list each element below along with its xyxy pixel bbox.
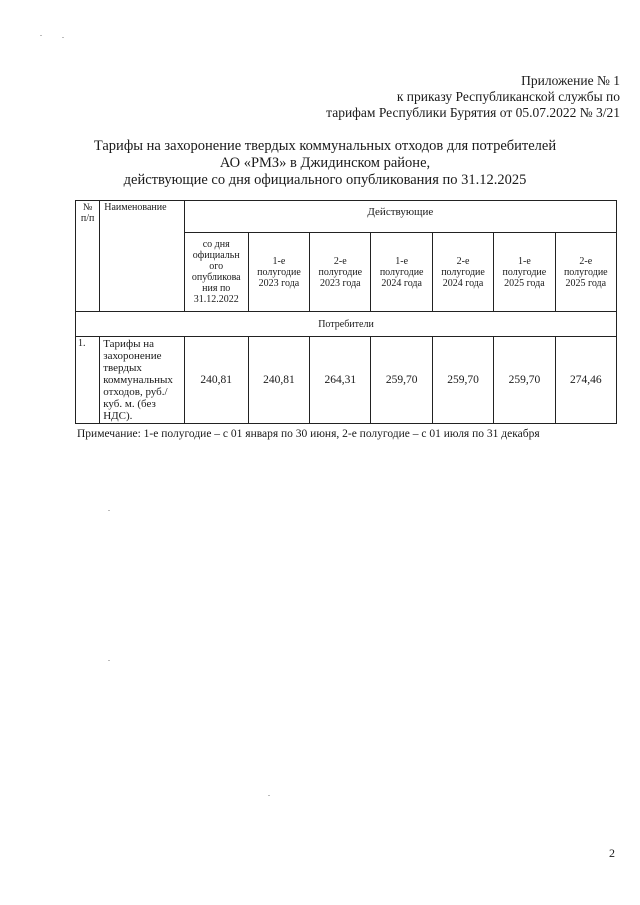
period-header: 1-е полугодие 2024 года <box>371 233 432 312</box>
tariff-value: 259,70 <box>371 337 432 424</box>
scan-speck <box>108 510 110 511</box>
title-line-2: АО «РМЗ» в Джидинском районе, <box>219 155 431 171</box>
title-line-1: Тарифы на захоронение твердых коммунальных отходов для потребителей <box>93 138 557 154</box>
table-header-row <box>76 201 617 233</box>
tariffs-table <box>75 200 617 424</box>
page-number: 2 <box>609 846 615 860</box>
tariff-value: 274,46 <box>555 337 616 424</box>
scan-speck <box>108 660 110 661</box>
row-number: 1. <box>76 337 100 424</box>
period-header: 1-е полугодие 2023 года <box>248 233 309 312</box>
row-name: Тарифы на захоронение твердых коммунальных отходов, руб./куб. м. (без НДС). <box>100 337 184 424</box>
appendix-line-1: Приложение № 1 <box>521 73 620 88</box>
header-effective: Действующие <box>184 201 616 233</box>
period-header: 2-е полугодие 2025 года <box>555 233 616 312</box>
document-title <box>60 138 590 189</box>
tariff-value: 264,31 <box>310 337 371 424</box>
tariff-value: 240,81 <box>248 337 309 424</box>
scan-speck <box>62 37 64 38</box>
tariff-value: 259,70 <box>432 337 493 424</box>
title-line-3: действующие со дня официального опубликования по 31.12.2025 <box>123 172 527 188</box>
scan-speck <box>40 35 42 36</box>
header-name: Наименование <box>100 201 184 312</box>
table-note: Примечание: 1-е полугодие – с 01 января по 30 июня, 2-е полугодие – с 01 июля по 31 декабря <box>77 428 540 440</box>
period-header: 1-е полугодие 2025 года <box>494 233 555 312</box>
appendix-line-3: тарифам Республики Бурятия от 05.07.2022 № 3/21 <box>326 105 620 120</box>
period-header: 2-е полугодие 2023 года <box>310 233 371 312</box>
period-header: со дня официальн ого опубликова ния по 31.12.2022 <box>184 233 248 312</box>
appendix-line-2: к приказу Республиканской службы по <box>396 89 620 104</box>
tariff-value: 259,70 <box>494 337 555 424</box>
consumers-row <box>76 312 617 337</box>
consumers-label: Потребители <box>76 312 617 337</box>
scan-speck <box>268 795 270 796</box>
table-row <box>76 337 617 424</box>
appendix-header <box>326 73 620 121</box>
header-number: № п/п <box>76 201 100 312</box>
period-header: 2-е полугодие 2024 года <box>432 233 493 312</box>
tariff-value: 240,81 <box>184 337 248 424</box>
